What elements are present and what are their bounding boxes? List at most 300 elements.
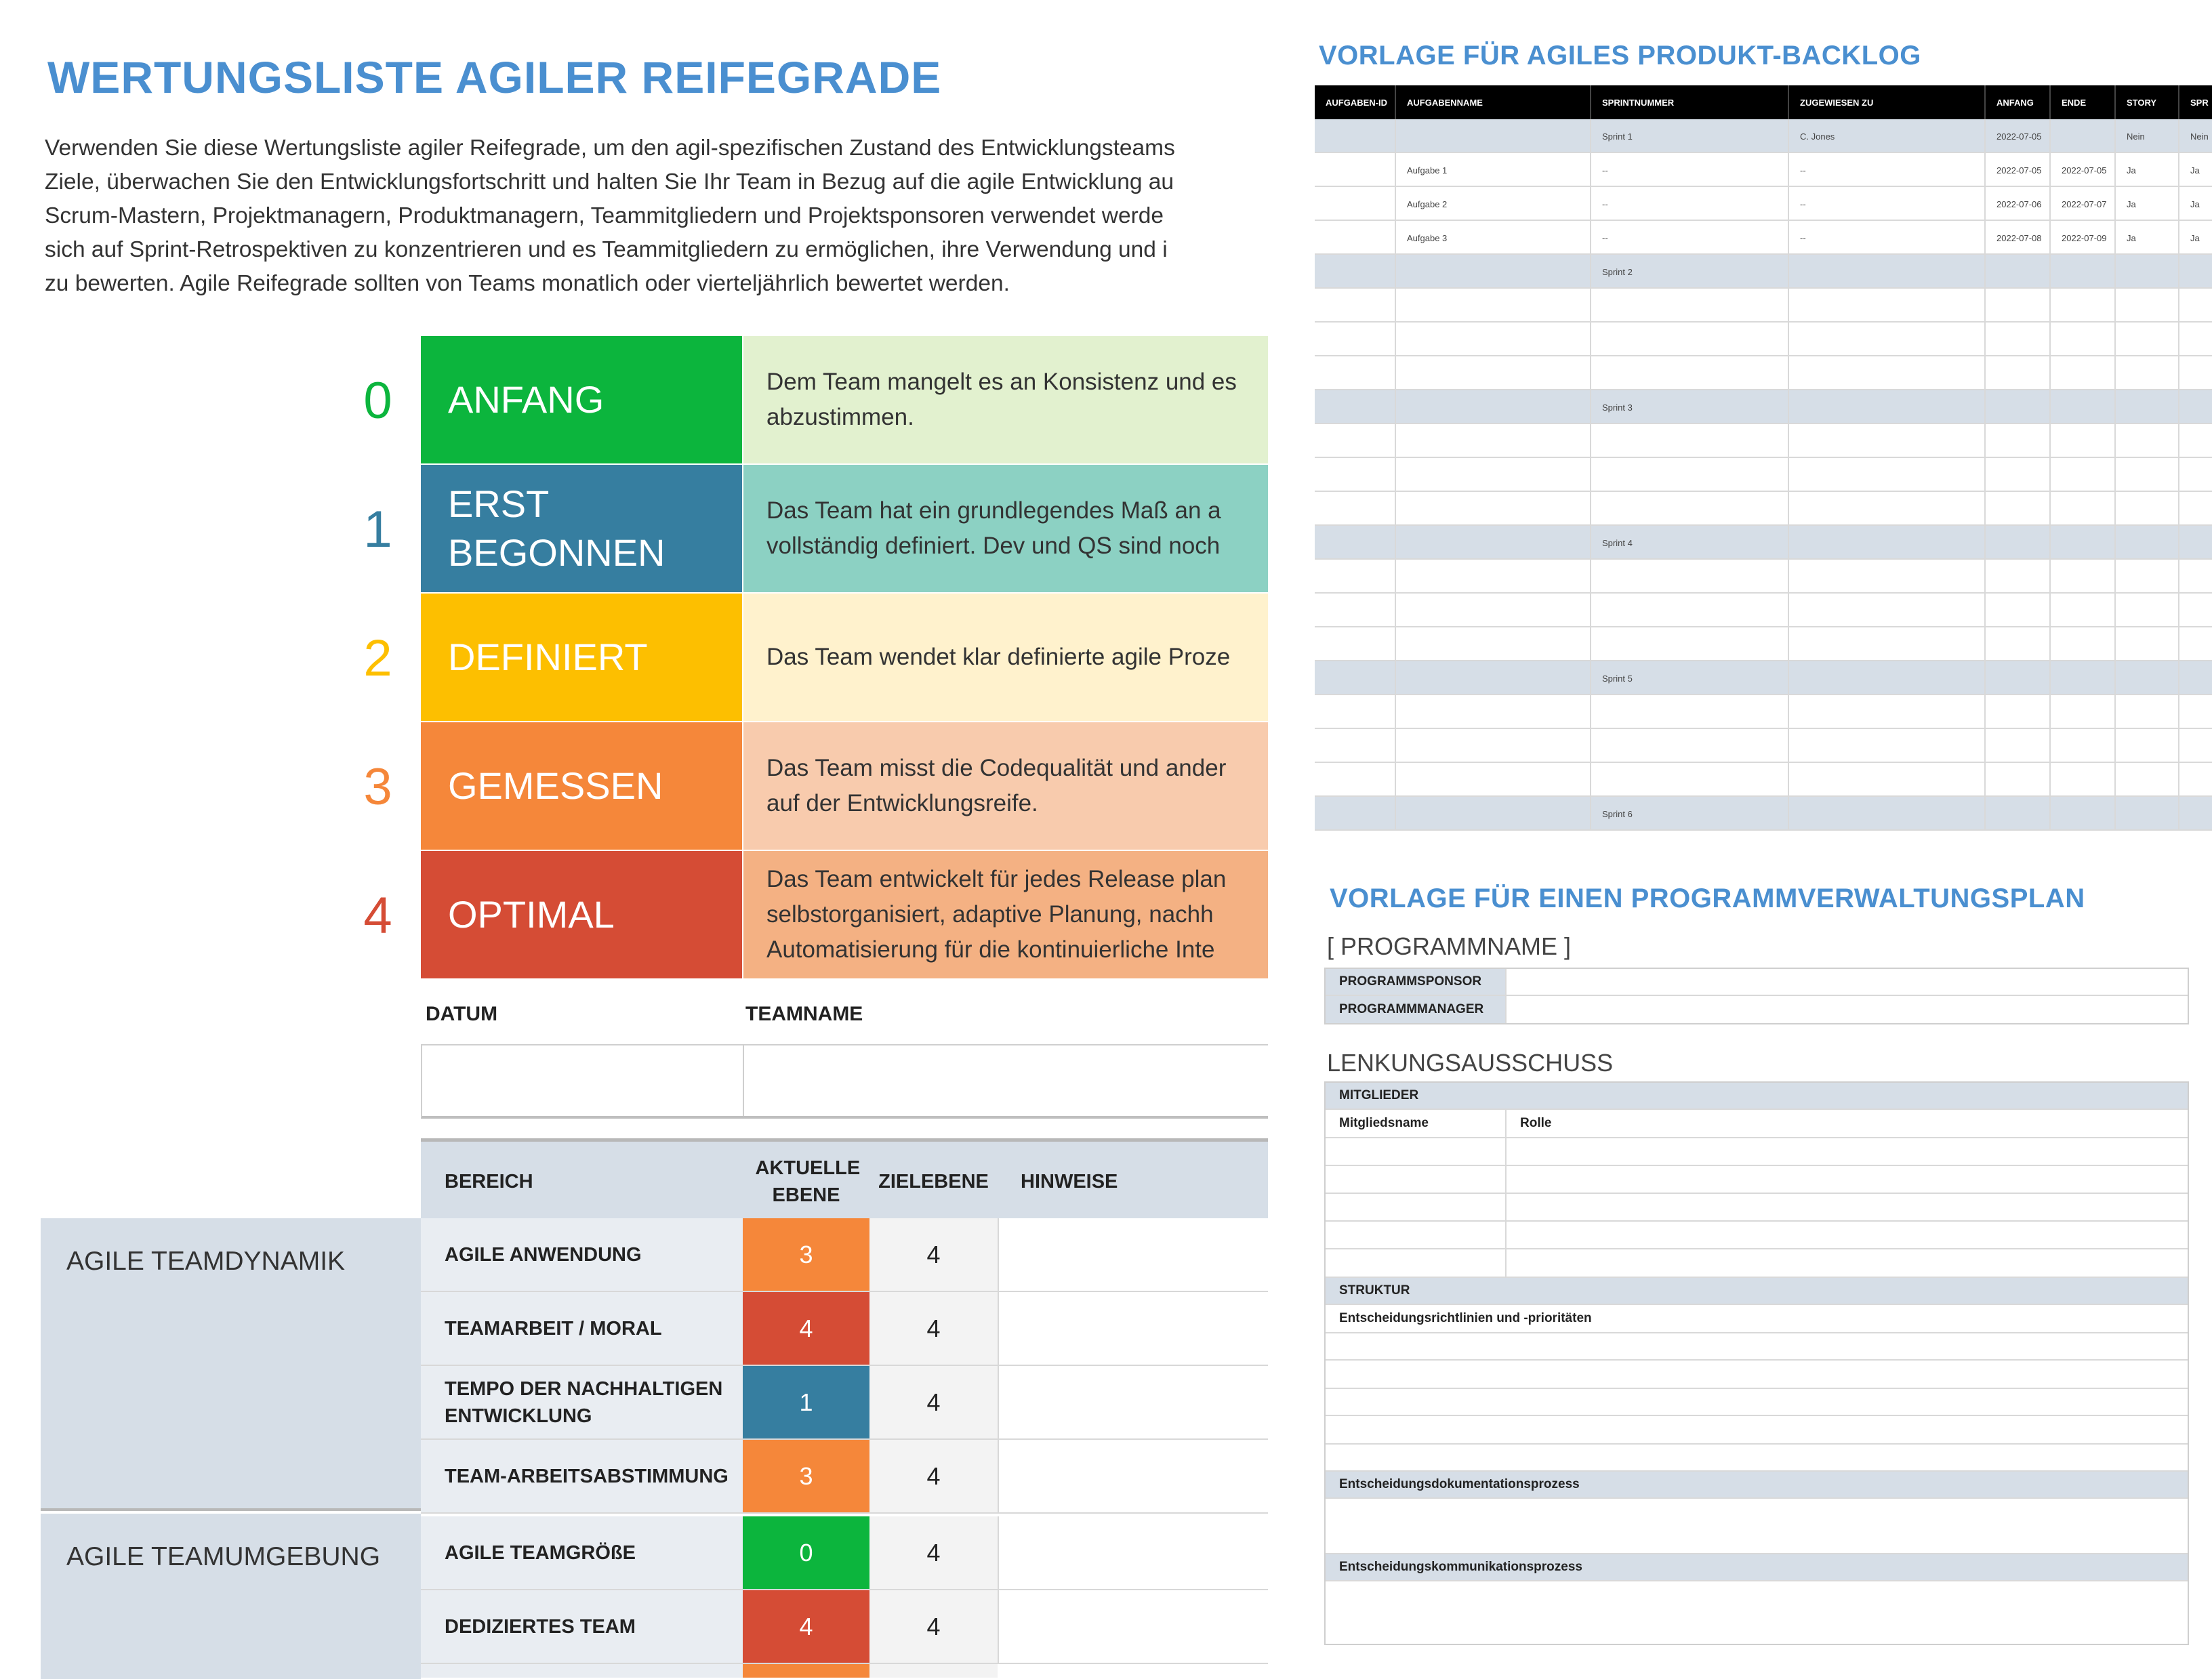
backlog-cell[interactable]	[2178, 323, 2190, 356]
backlog-cell[interactable]	[2114, 255, 2127, 289]
backlog-cell[interactable]: Ja	[2178, 153, 2200, 187]
backlog-cell[interactable]: Ja	[2114, 221, 2136, 255]
task-row	[1315, 627, 2212, 661]
backlog-cell[interactable]	[2178, 424, 2190, 458]
manager-value[interactable]	[1505, 996, 2188, 1023]
guideline-line[interactable]	[1326, 1389, 2188, 1416]
backlog-column-header: STORY	[2114, 85, 2156, 119]
backlog-cell[interactable]	[1984, 594, 1996, 627]
area-name: TEAMARBEIT / MORAL	[421, 1292, 743, 1365]
backlog-cell[interactable]	[1590, 560, 1602, 594]
backlog-cell[interactable]: C. Jones	[1788, 119, 1835, 153]
backlog-cell[interactable]	[1315, 424, 1326, 458]
backlog-cell[interactable]	[1315, 560, 1326, 594]
program-name: [ PROGRAMMNAME ]	[1327, 932, 1572, 960]
guideline-line[interactable]	[1326, 1361, 2188, 1389]
scorecard-intro	[45, 131, 1265, 301]
date-field[interactable]	[422, 1045, 743, 1116]
level-name: DEFINIERT	[421, 594, 742, 721]
member-row[interactable]	[1326, 1194, 2188, 1222]
decision-doc-field[interactable]	[1326, 1499, 2188, 1554]
backlog-cell[interactable]	[1788, 424, 1800, 458]
backlog-template	[1315, 0, 2212, 840]
backlog-cell[interactable]	[1315, 661, 1326, 695]
target-level-cell[interactable]: 4	[869, 1366, 998, 1438]
backlog-cell[interactable]	[2049, 763, 2062, 797]
member-name-label: Mitgliedsname	[1339, 1116, 1429, 1130]
backlog-cell[interactable]	[1590, 594, 1602, 627]
intro-line: Scrum-Mastern, Projektmanagern, Produktmanagern, Teammitgliedern und Projektsponsoren verwendet werde	[45, 203, 1164, 228]
level-number: 3	[363, 758, 392, 816]
backlog-cell[interactable]	[1590, 695, 1602, 729]
backlog-cell[interactable]	[2178, 458, 2190, 492]
backlog-cell[interactable]	[1315, 289, 1326, 323]
backlog-cell[interactable]	[1590, 458, 1602, 492]
backlog-cell[interactable]: Nein	[2114, 119, 2145, 153]
decision-comm-field[interactable]	[1326, 1581, 2188, 1644]
backlog-cell[interactable]	[2178, 695, 2190, 729]
task-row	[1315, 187, 2212, 221]
backlog-cell[interactable]	[2049, 526, 2062, 560]
current-level-cell[interactable]: 1	[743, 1366, 869, 1438]
backlog-cell[interactable]	[1395, 763, 1407, 797]
backlog-cell[interactable]	[1788, 627, 1800, 661]
backlog-cell[interactable]	[1395, 255, 1407, 289]
backlog-cell[interactable]	[2049, 255, 2062, 289]
backlog-cell[interactable]	[1984, 763, 1996, 797]
backlog-cell[interactable]	[1788, 560, 1800, 594]
backlog-cell[interactable]	[1315, 221, 1326, 255]
backlog-cell[interactable]	[1984, 289, 1996, 323]
level-row	[0, 465, 1268, 594]
level-desc-line: auf der Entwicklungsreife.	[766, 790, 1038, 816]
backlog-cell[interactable]	[1984, 458, 1996, 492]
task-row	[1315, 729, 2212, 763]
backlog-cell[interactable]	[1315, 797, 1326, 831]
guideline-line[interactable]	[1326, 1333, 2188, 1361]
backlog-cell[interactable]	[1395, 695, 1407, 729]
program-plan-template	[1315, 867, 2212, 1679]
backlog-cell[interactable]	[1395, 356, 1407, 390]
target-level-cell[interactable]: 4	[869, 1440, 998, 1512]
backlog-cell[interactable]	[1395, 492, 1407, 526]
backlog-cell[interactable]	[2049, 323, 2062, 356]
backlog-column-header: SPR	[2178, 85, 2209, 119]
backlog-cell[interactable]	[2114, 627, 2127, 661]
backlog-cell[interactable]: Ja	[2114, 153, 2136, 187]
backlog-cell[interactable]	[1984, 695, 1996, 729]
backlog-cell[interactable]	[1788, 255, 1800, 289]
level-number: 2	[363, 629, 392, 687]
level-name: ANFANG	[421, 336, 742, 463]
level-number: 1	[363, 500, 392, 558]
backlog-cell[interactable]: Sprint 5	[1590, 661, 1633, 695]
backlog-cell[interactable]	[1315, 153, 1326, 187]
backlog-cell[interactable]: --	[1590, 187, 1608, 221]
backlog-cell[interactable]: --	[1590, 153, 1608, 187]
notes-cell[interactable]	[998, 1366, 1268, 1438]
level-number: 4	[363, 886, 392, 945]
backlog-cell[interactable]	[2049, 695, 2062, 729]
backlog-cell[interactable]	[2114, 661, 2127, 695]
backlog-cell[interactable]	[1315, 594, 1326, 627]
backlog-cell[interactable]	[1315, 695, 1326, 729]
score-row	[421, 1218, 1268, 1292]
level-desc-line: Das Team entwickelt für jedes Release plan	[766, 866, 1227, 892]
backlog-cell[interactable]	[2049, 356, 2062, 390]
backlog-cell[interactable]: --	[1590, 221, 1608, 255]
backlog-cell[interactable]: 2022-07-05	[1984, 119, 2042, 153]
decision-doc-label: Entscheidungsdokumentationsprozess	[1339, 1477, 1580, 1491]
backlog-cell[interactable]	[2114, 356, 2127, 390]
decision-guidelines-label: Entscheidungsrichtlinien und -prioritäten	[1339, 1311, 1592, 1325]
backlog-column-header: AUFGABENNAME	[1395, 85, 1483, 119]
committee-label: LENKUNGSAUSSCHUSS	[1327, 1049, 1614, 1077]
backlog-cell[interactable]	[1788, 323, 1800, 356]
backlog-title: VORLAGE FÜR AGILES PRODUKT-BACKLOG	[1319, 41, 1921, 70]
member-row[interactable]	[1326, 1166, 2188, 1194]
backlog-column-header: SPRINTNUMMER	[1590, 85, 1674, 119]
backlog-cell[interactable]	[1315, 255, 1326, 289]
backlog-cell[interactable]	[2049, 492, 2062, 526]
current-level-cell[interactable]: 4	[743, 1292, 869, 1365]
backlog-cell[interactable]	[2049, 661, 2062, 695]
members-columns	[1326, 1110, 2188, 1138]
backlog-cell[interactable]	[1315, 458, 1326, 492]
decision-doc-row	[1326, 1472, 2188, 1499]
level-desc-line: Das Team hat ein grundlegendes Maß an a	[766, 497, 1221, 524]
backlog-cell[interactable]	[1984, 526, 1996, 560]
header-target-level: ZIELEBENE	[878, 1170, 989, 1193]
guideline-line[interactable]	[1326, 1416, 2188, 1445]
backlog-cell[interactable]: 2022-07-08	[1984, 221, 2042, 255]
role-label: Rolle	[1505, 1110, 1551, 1137]
backlog-cell[interactable]	[1395, 526, 1407, 560]
backlog-cell[interactable]: 2022-07-09	[2049, 221, 2107, 255]
backlog-cell[interactable]	[1590, 763, 1602, 797]
backlog-cell[interactable]	[2178, 729, 2190, 763]
backlog-cell[interactable]	[1788, 289, 1800, 323]
guideline-line[interactable]	[1326, 1445, 2188, 1472]
backlog-cell[interactable]	[1395, 797, 1407, 831]
backlog-cell[interactable]	[2114, 390, 2127, 424]
intro-line: Verwenden Sie diese Wertungsliste agiler Reifegrade, um den agil-spezifischen Zustand des Entwicklungsteams	[45, 136, 1175, 161]
backlog-cell[interactable]	[2178, 797, 2190, 831]
backlog-cell[interactable]	[1984, 661, 1996, 695]
backlog-cell[interactable]: Ja	[2114, 187, 2136, 221]
sprint-row	[1315, 661, 2212, 695]
backlog-cell[interactable]	[1788, 492, 1800, 526]
backlog-cell[interactable]	[1788, 356, 1800, 390]
task-row	[1315, 458, 2212, 492]
backlog-cell[interactable]: Sprint 1	[1590, 119, 1633, 153]
backlog-cell[interactable]	[1590, 356, 1602, 390]
manager-row	[1326, 996, 2188, 1023]
backlog-column-header: AUFGABEN-ID	[1326, 97, 1387, 108]
backlog-cell[interactable]	[2114, 323, 2127, 356]
date-team-fields	[421, 1044, 1268, 1119]
task-row	[1315, 356, 2212, 390]
current-level-cell[interactable]: 3	[743, 1440, 869, 1512]
area-name: AGILE TEAMGRÖßE	[421, 1516, 743, 1589]
backlog-cell[interactable]	[1788, 763, 1800, 797]
backlog-cell[interactable]: --	[1788, 221, 1806, 255]
current-level-cell[interactable]: 0	[743, 1516, 869, 1589]
backlog-column-header: ENDE	[2049, 85, 2086, 119]
member-row[interactable]	[1326, 1222, 2188, 1249]
backlog-cell[interactable]	[1590, 323, 1602, 356]
notes-cell[interactable]	[998, 1590, 1268, 1663]
backlog-cell[interactable]	[1788, 695, 1800, 729]
backlog-cell[interactable]	[2049, 594, 2062, 627]
backlog-cell[interactable]	[2178, 627, 2190, 661]
backlog-cell[interactable]	[1395, 594, 1407, 627]
backlog-cell[interactable]	[1590, 424, 1602, 458]
level-description	[743, 722, 1268, 850]
backlog-cell[interactable]	[2178, 763, 2190, 797]
backlog-cell[interactable]: Aufgabe 2	[1395, 187, 1447, 221]
backlog-cell[interactable]	[1395, 289, 1407, 323]
manager-label: PROGRAMMMANAGER	[1339, 1002, 1484, 1016]
category-block	[41, 1218, 421, 1511]
backlog-column-header: ZUGEWIESEN ZU	[1788, 85, 1873, 119]
backlog-cell[interactable]: 2022-07-06	[1984, 187, 2042, 221]
backlog-header	[1315, 85, 2212, 119]
level-desc-line: abzustimmen.	[766, 404, 914, 430]
backlog-cell[interactable]	[1315, 356, 1326, 390]
backlog-cell[interactable]	[1590, 627, 1602, 661]
backlog-cell[interactable]	[2114, 594, 2127, 627]
team-name-label: TEAMNAME	[745, 1003, 863, 1025]
backlog-cell[interactable]	[1315, 323, 1326, 356]
backlog-cell[interactable]: Ja	[2178, 221, 2200, 255]
backlog-cell[interactable]	[1395, 661, 1407, 695]
backlog-cell[interactable]	[1315, 390, 1326, 424]
backlog-cell[interactable]	[2114, 289, 2127, 323]
header-current-level-text: AKTUELLE EBENE	[755, 1157, 861, 1206]
backlog-cell[interactable]	[1395, 458, 1407, 492]
backlog-cell[interactable]	[1315, 119, 1326, 153]
level-name: GEMESSEN	[421, 722, 742, 850]
backlog-cell[interactable]: Sprint 2	[1590, 255, 1633, 289]
backlog-cell[interactable]	[2049, 424, 2062, 458]
task-row	[1315, 221, 2212, 255]
backlog-cell[interactable]	[1788, 797, 1800, 831]
members-header	[1326, 1083, 2188, 1110]
level-desc-line: vollständig definiert. Dev und QS sind noch	[766, 533, 1221, 559]
header-area: BEREICH	[445, 1170, 533, 1193]
sprint-row	[1315, 526, 2212, 560]
backlog-cell[interactable]	[1590, 289, 1602, 323]
sponsor-value[interactable]	[1505, 969, 2188, 995]
target-level-cell[interactable]: 4	[869, 1590, 998, 1663]
backlog-cell[interactable]	[2178, 356, 2190, 390]
area-name: DEDIZIERTES TEAM	[421, 1590, 743, 1663]
members-label: MITGLIEDER	[1339, 1088, 1419, 1102]
backlog-cell[interactable]	[2049, 627, 2062, 661]
sprint-row	[1315, 255, 2212, 289]
backlog-cell[interactable]	[2178, 661, 2190, 695]
backlog-cell[interactable]	[1984, 255, 1996, 289]
backlog-cell[interactable]	[1788, 661, 1800, 695]
backlog-cell[interactable]	[1395, 627, 1407, 661]
program-info-grid	[1324, 968, 2189, 1024]
backlog-cell[interactable]	[1984, 424, 1996, 458]
backlog-cell[interactable]	[1984, 323, 1996, 356]
backlog-cell[interactable]: Sprint 6	[1590, 797, 1633, 831]
backlog-cell[interactable]	[1788, 390, 1800, 424]
target-level-cell[interactable]: 4	[869, 1218, 998, 1291]
backlog-column-header: ANFANG	[1984, 85, 2034, 119]
backlog-cell[interactable]	[1984, 390, 1996, 424]
backlog-cell[interactable]	[2178, 390, 2190, 424]
backlog-cell[interactable]	[1395, 323, 1407, 356]
backlog-cell[interactable]: --	[1788, 187, 1806, 221]
notes-cell[interactable]	[998, 1292, 1268, 1365]
scorecard-title: WERTUNGSLISTE AGILER REIFEGRADE	[47, 52, 942, 102]
committee-grid	[1324, 1081, 2189, 1645]
backlog-cell[interactable]	[1788, 526, 1800, 560]
backlog-cell[interactable]	[1984, 797, 1996, 831]
backlog-cell[interactable]: Ja	[2178, 187, 2200, 221]
backlog-cell[interactable]	[2049, 390, 2062, 424]
backlog-cell[interactable]	[2114, 526, 2127, 560]
structure-label: STRUKTUR	[1339, 1283, 1410, 1298]
intro-line: sich auf Sprint-Retrospektiven zu konzentrieren und es Teammitgliedern zu ermöglichen, ihre Verwendung und i	[45, 237, 1168, 262]
level-name-line: BEGONNEN	[448, 531, 665, 574]
backlog-cell[interactable]: Sprint 4	[1590, 526, 1633, 560]
backlog-cell[interactable]	[2049, 289, 2062, 323]
decision-comm-label: Entscheidungskommunikationsprozess	[1339, 1560, 1582, 1574]
backlog-cell[interactable]	[2114, 729, 2127, 763]
backlog-cell[interactable]: 2022-07-05	[1984, 153, 2042, 187]
task-row	[1315, 153, 2212, 187]
backlog-cell[interactable]	[1984, 492, 1996, 526]
current-level-cell[interactable]: 3	[743, 1218, 869, 1291]
task-row	[1315, 289, 2212, 323]
backlog-cell[interactable]	[1788, 594, 1800, 627]
level-row	[0, 851, 1268, 980]
backlog-cell[interactable]	[1315, 187, 1326, 221]
category-block	[41, 1514, 421, 1679]
area-name: TEMPO DER NACHHALTIGEN ENTWICKLUNG	[421, 1366, 743, 1438]
backlog-cell[interactable]	[1590, 492, 1602, 526]
backlog-cell[interactable]: --	[1788, 153, 1806, 187]
backlog-cell[interactable]	[1984, 627, 1996, 661]
level-row	[0, 594, 1268, 722]
backlog-cell[interactable]	[1315, 627, 1326, 661]
backlog-cell[interactable]	[1315, 492, 1326, 526]
backlog-cell[interactable]	[1984, 729, 1996, 763]
level-description	[743, 465, 1268, 592]
score-row	[421, 1516, 1268, 1590]
backlog-cell[interactable]	[1590, 729, 1602, 763]
header-current-level	[743, 1142, 869, 1222]
backlog-cell[interactable]	[1788, 458, 1800, 492]
current-level-cell[interactable]: 4	[743, 1590, 869, 1663]
category-label: AGILE TEAMDYNAMIK	[66, 1247, 346, 1276]
backlog-cell[interactable]	[2049, 797, 2062, 831]
level-row	[0, 722, 1268, 851]
backlog-cell[interactable]	[1395, 390, 1407, 424]
backlog-cell[interactable]	[1395, 424, 1407, 458]
backlog-cell[interactable]	[2114, 492, 2127, 526]
task-row	[1315, 594, 2212, 627]
notes-cell[interactable]	[998, 1440, 1268, 1512]
team-name-field[interactable]	[744, 1045, 1268, 1116]
backlog-cell[interactable]: Nein	[2178, 119, 2209, 153]
backlog-cell[interactable]	[2049, 458, 2062, 492]
target-level-cell[interactable]: 4	[869, 1516, 998, 1589]
notes-cell[interactable]	[998, 1516, 1268, 1589]
level-desc-line: selbstorganisiert, adaptive Planung, nachh	[766, 901, 1214, 928]
level-desc-line: Das Team misst die Codequalität und ander	[766, 755, 1227, 781]
intro-line: zu bewerten. Agile Reifegrade sollten von Teams monatlich oder vierteljährlich bewertet werden.	[45, 271, 1010, 296]
backlog-cell[interactable]: 2022-07-05	[2049, 153, 2107, 187]
level-number: 0	[363, 371, 392, 430]
backlog-cell[interactable]	[2178, 594, 2190, 627]
backlog-cell[interactable]	[1315, 763, 1326, 797]
backlog-cell[interactable]	[1315, 526, 1326, 560]
member-row[interactable]	[1326, 1249, 2188, 1278]
task-row	[1315, 560, 2212, 594]
backlog-cell[interactable]	[1315, 729, 1326, 763]
backlog-cell[interactable]: Sprint 3	[1590, 390, 1633, 424]
level-name	[421, 465, 742, 592]
backlog-cell[interactable]	[2049, 119, 2062, 153]
sponsor-label: PROGRAMMSPONSOR	[1339, 974, 1482, 989]
notes-cell[interactable]	[998, 1218, 1268, 1291]
backlog-cell[interactable]: 2022-07-07	[2049, 187, 2107, 221]
backlog-cell[interactable]	[2178, 255, 2190, 289]
backlog-cell[interactable]	[2178, 560, 2190, 594]
backlog-cell[interactable]	[2114, 560, 2127, 594]
level-name-line: ERST	[448, 482, 550, 525]
backlog-cell[interactable]	[2114, 424, 2127, 458]
backlog-cell[interactable]: Aufgabe 3	[1395, 221, 1447, 255]
backlog-cell[interactable]	[1395, 119, 1407, 153]
backlog-cell[interactable]: Aufgabe 1	[1395, 153, 1447, 187]
sprint-row	[1315, 119, 2212, 153]
backlog-cell[interactable]	[2049, 729, 2062, 763]
level-description	[743, 594, 1268, 721]
backlog-cell[interactable]	[2178, 289, 2190, 323]
backlog-cell[interactable]	[2178, 492, 2190, 526]
header-notes: HINWEISE	[1021, 1170, 1118, 1193]
backlog-cell[interactable]	[1984, 560, 1996, 594]
backlog-cell[interactable]	[2049, 560, 2062, 594]
backlog-cell[interactable]	[2178, 526, 2190, 560]
backlog-cell[interactable]	[2114, 695, 2127, 729]
program-title: VORLAGE FÜR EINEN PROGRAMMVERWALTUNGSPLAN	[1330, 884, 2085, 913]
sprint-row	[1315, 390, 2212, 424]
level-description	[743, 336, 1268, 463]
backlog-cell[interactable]	[2114, 797, 2127, 831]
score-table-header	[421, 1138, 1268, 1218]
category-label: AGILE TEAMUMGEBUNG	[66, 1542, 381, 1571]
member-row[interactable]	[1326, 1138, 2188, 1166]
sponsor-row	[1326, 969, 2188, 996]
backlog-cell[interactable]	[1395, 729, 1407, 763]
structure-header	[1326, 1278, 2188, 1305]
backlog-cell[interactable]	[2114, 763, 2127, 797]
level-row	[0, 336, 1268, 465]
backlog-cell[interactable]	[1984, 356, 1996, 390]
backlog-cell[interactable]	[2114, 458, 2127, 492]
backlog-cell[interactable]	[1395, 560, 1407, 594]
backlog-cell[interactable]	[1788, 729, 1800, 763]
target-level-cell[interactable]: 4	[869, 1292, 998, 1365]
